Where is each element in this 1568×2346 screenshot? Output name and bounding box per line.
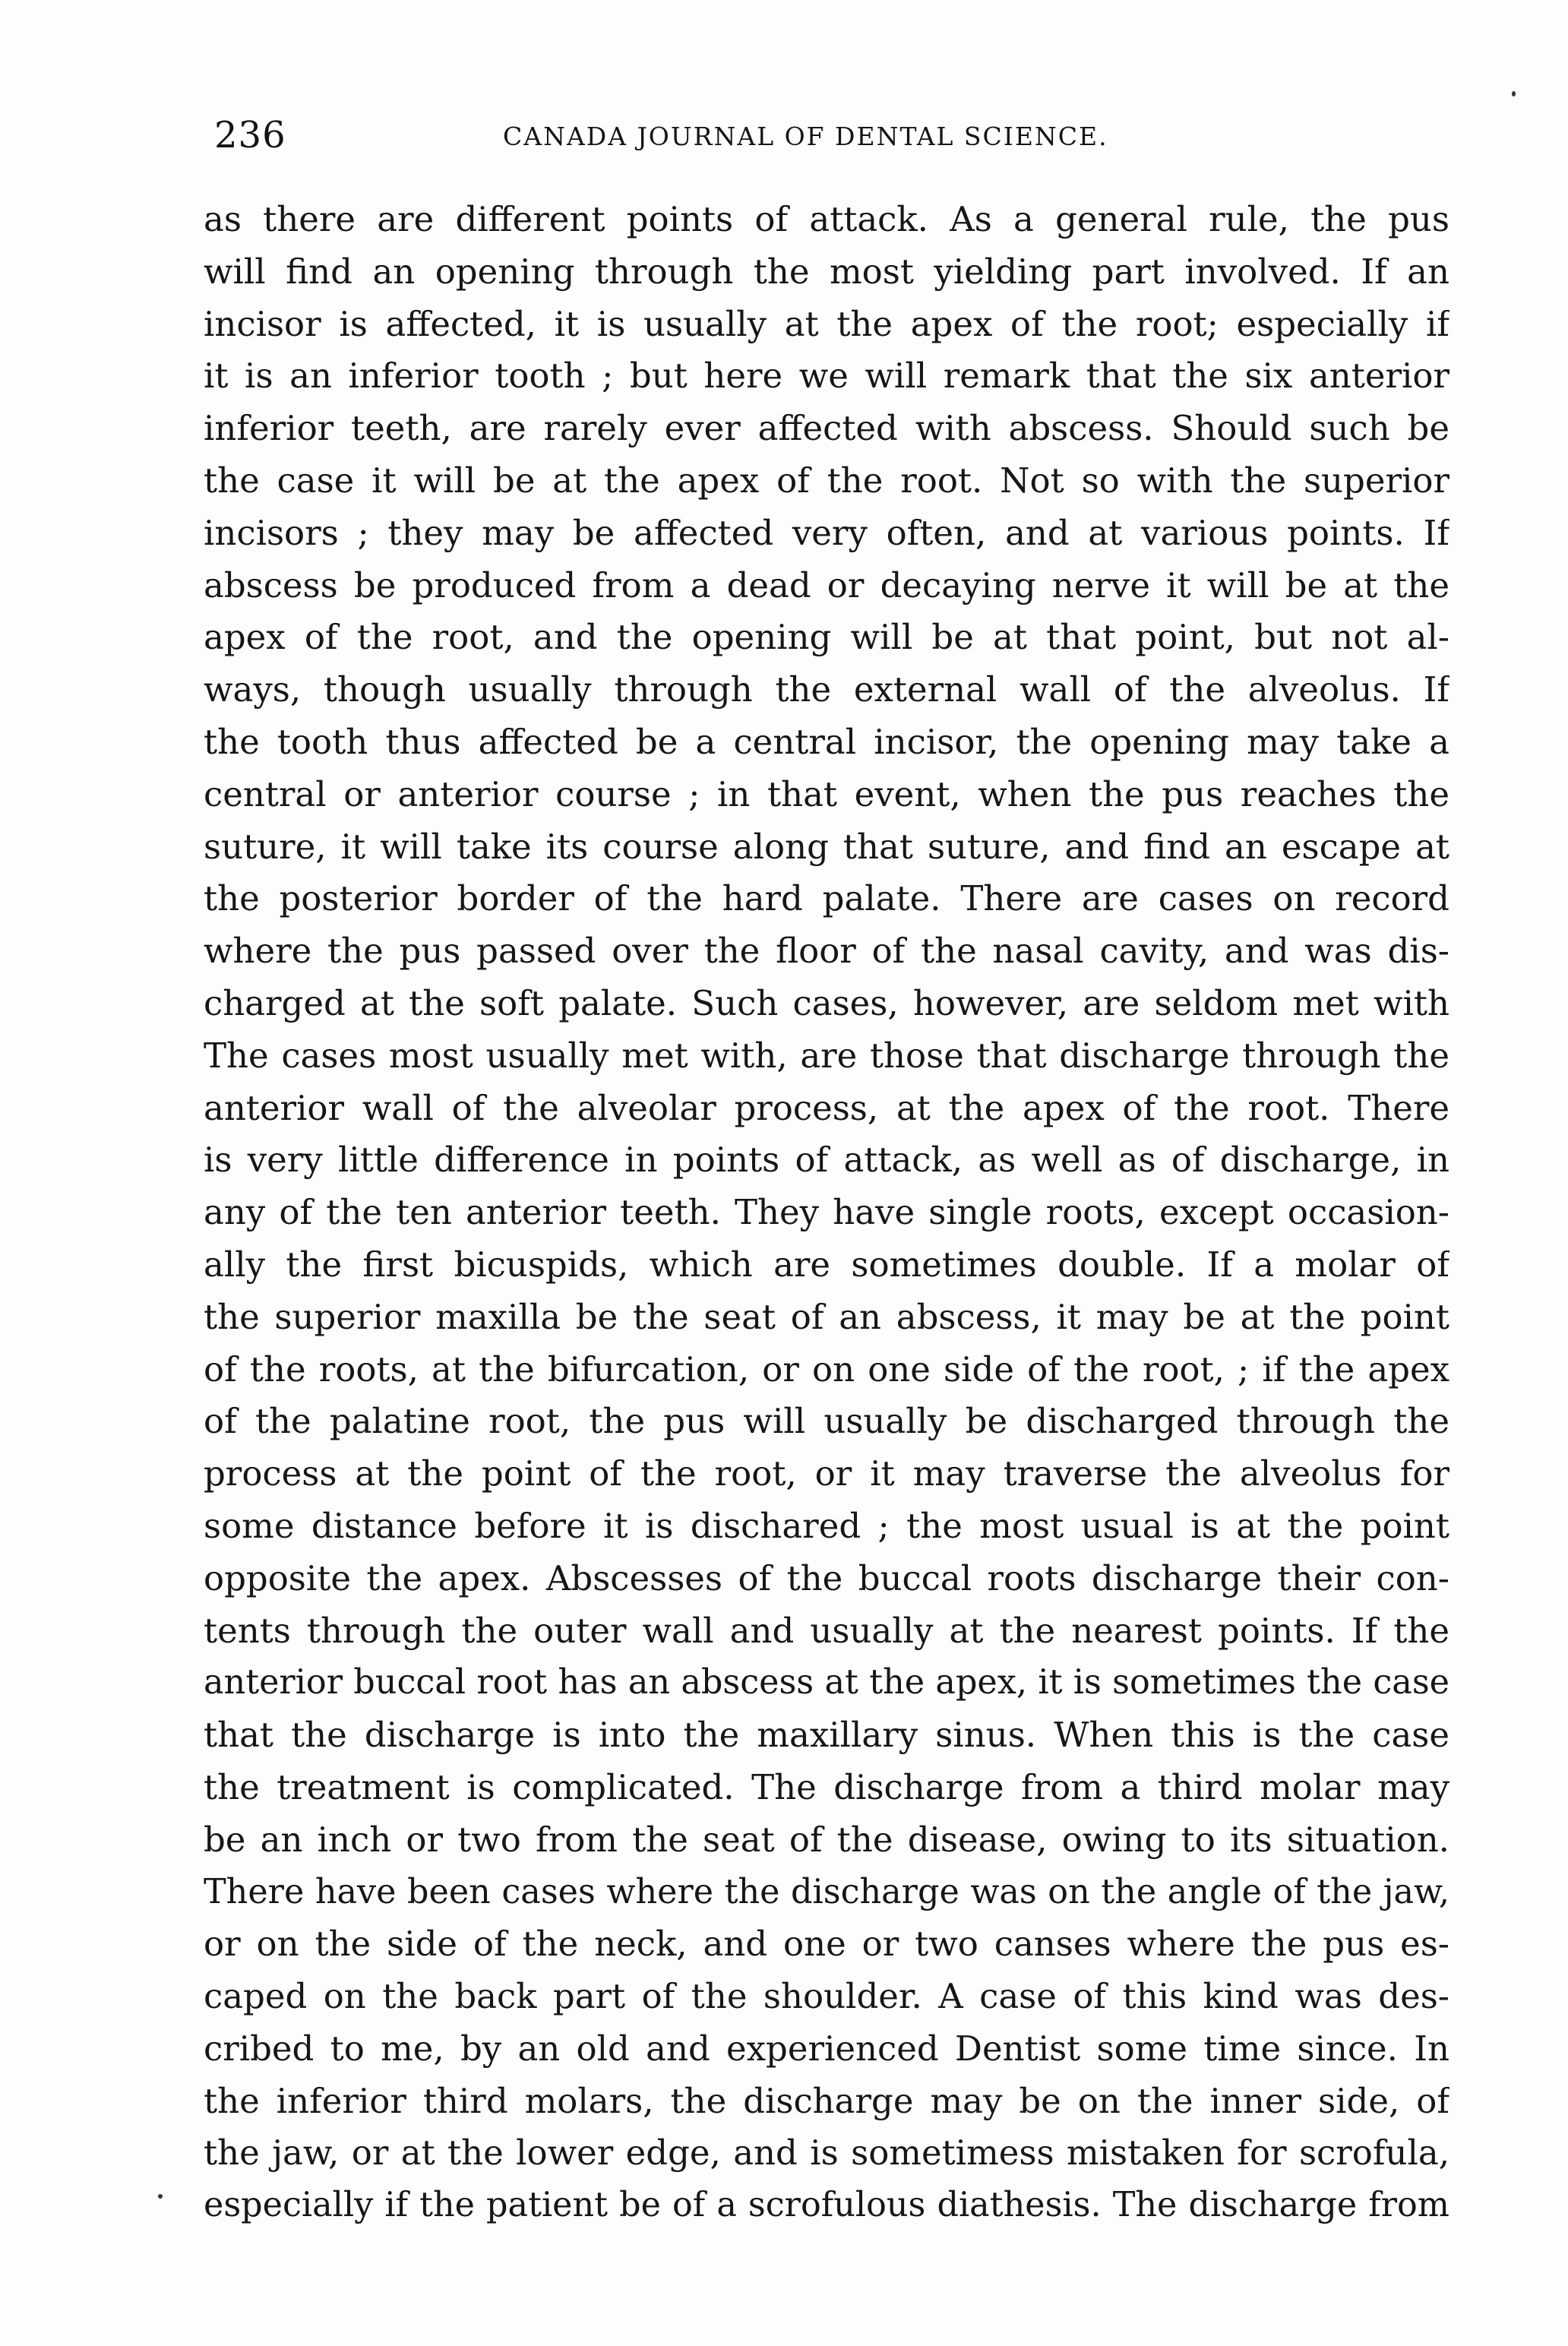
text-line: it is an inferior tooth ; but here we will remark that the six anterior: [204, 356, 1449, 397]
text-line: is very little difference in points of attack, as well as of discharge, in: [204, 1140, 1449, 1181]
text-line: or on the side of the neck, and one or two canses where the pus es-: [204, 1924, 1449, 1965]
text-line: abscess be produced from a dead or decaying nerve it will be at the: [204, 564, 1449, 605]
text-line: the tooth thus affected be a central incisor, the opening may take a: [204, 721, 1449, 762]
text-line: charged at the soft palate. Such cases, however, are seldom met with: [204, 982, 1449, 1023]
text-line: inferior teeth, are rarely ever affected with abscess. Should such be: [204, 408, 1449, 449]
text-line: especially if the patient be of a scrofulous diathesis. The discharge from: [204, 2186, 1449, 2225]
text-line: the superior maxilla be the seat of an abscess, it may be at the point: [204, 1296, 1449, 1337]
text-line: will find an opening through the most yielding part involved. If an: [204, 251, 1449, 292]
text-line: ways, though usually through the external wall of the alveolus. If: [204, 669, 1449, 710]
text-line: as there are different points of attack. As a general rule, the pus: [204, 199, 1449, 239]
text-line: of the palatine root, the pus will usually be discharged through the: [204, 1401, 1449, 1442]
text-line: anterior buccal root has an abscess at the apex, it is sometimes the case: [204, 1663, 1449, 1703]
text-line: incisor is affected, it is usually at the apex of the root; especially if: [204, 303, 1449, 344]
text-line: of the roots, at the bifurcation, or on one side of the root, ; if the apex: [204, 1348, 1449, 1390]
text-line: cribed to me, by an old and experienced Dentist some time since. In: [204, 2028, 1449, 2069]
text-line: The cases most usually met with, are those that discharge through the: [204, 1035, 1449, 1076]
body-text: [204, 194, 1449, 2232]
text-line: any of the ten anterior teeth. They have single roots, except occasion-: [204, 1192, 1449, 1233]
text-line: opposite the apex. Abscesses of the buccal roots discharge their con-: [204, 1557, 1449, 1598]
text-line: that the discharge is into the maxillary sinus. When this is the case: [204, 1715, 1449, 1756]
text-line: apex of the root, and the opening will be at that point, but not al-: [204, 617, 1449, 658]
text-line: incisors ; they may be affected very often, and at various points. If: [204, 512, 1449, 553]
text-line: anterior wall of the alveolar process, at the apex of the root. There: [204, 1087, 1449, 1128]
journal-title: CANADA JOURNAL OF DENTAL SCIENCE.: [503, 122, 1108, 151]
text-line: be an inch or two from the seat of the disease, owing to its situation.: [204, 1819, 1449, 1860]
print-speck: [1512, 91, 1516, 96]
text-line: ally the first bicuspids, which are sometimes double. If a molar of: [204, 1244, 1449, 1285]
text-line: central or anterior course ; in that event, when the pus reaches the: [204, 773, 1449, 814]
print-speck: [158, 2194, 163, 2199]
text-line: the posterior border of the hard palate. There are cases on record: [204, 878, 1449, 919]
text-line: process at the point of the root, or it may traverse the alveolus for: [204, 1453, 1449, 1494]
running-head: [214, 114, 1443, 167]
text-line: suture, it will take its course along that suture, and find an escape at: [204, 826, 1449, 867]
page-number: 236: [214, 114, 286, 157]
text-line: the treatment is complicated. The discharge from a third molar may: [204, 1766, 1449, 1807]
text-line: the inferior third molars, the discharge may be on the inner side, of: [204, 2080, 1449, 2121]
text-line: the jaw, or at the lower edge, and is sometimess mistaken for scrofula,: [204, 2133, 1449, 2174]
text-line: where the pus passed over the floor of the nasal cavity, and was dis-: [204, 931, 1449, 972]
text-line: the case it will be at the apex of the root. Not so with the superior: [204, 460, 1449, 501]
text-line: tents through the outer wall and usually at the nearest points. If the: [204, 1610, 1449, 1651]
text-line: There have been cases where the discharge was on the angle of the jaw,: [204, 1872, 1449, 1911]
text-line: some distance before it is dischared ; the most usual is at the point: [204, 1505, 1449, 1546]
text-line: caped on the back part of the shoulder. A case of this kind was des-: [204, 1976, 1449, 2017]
